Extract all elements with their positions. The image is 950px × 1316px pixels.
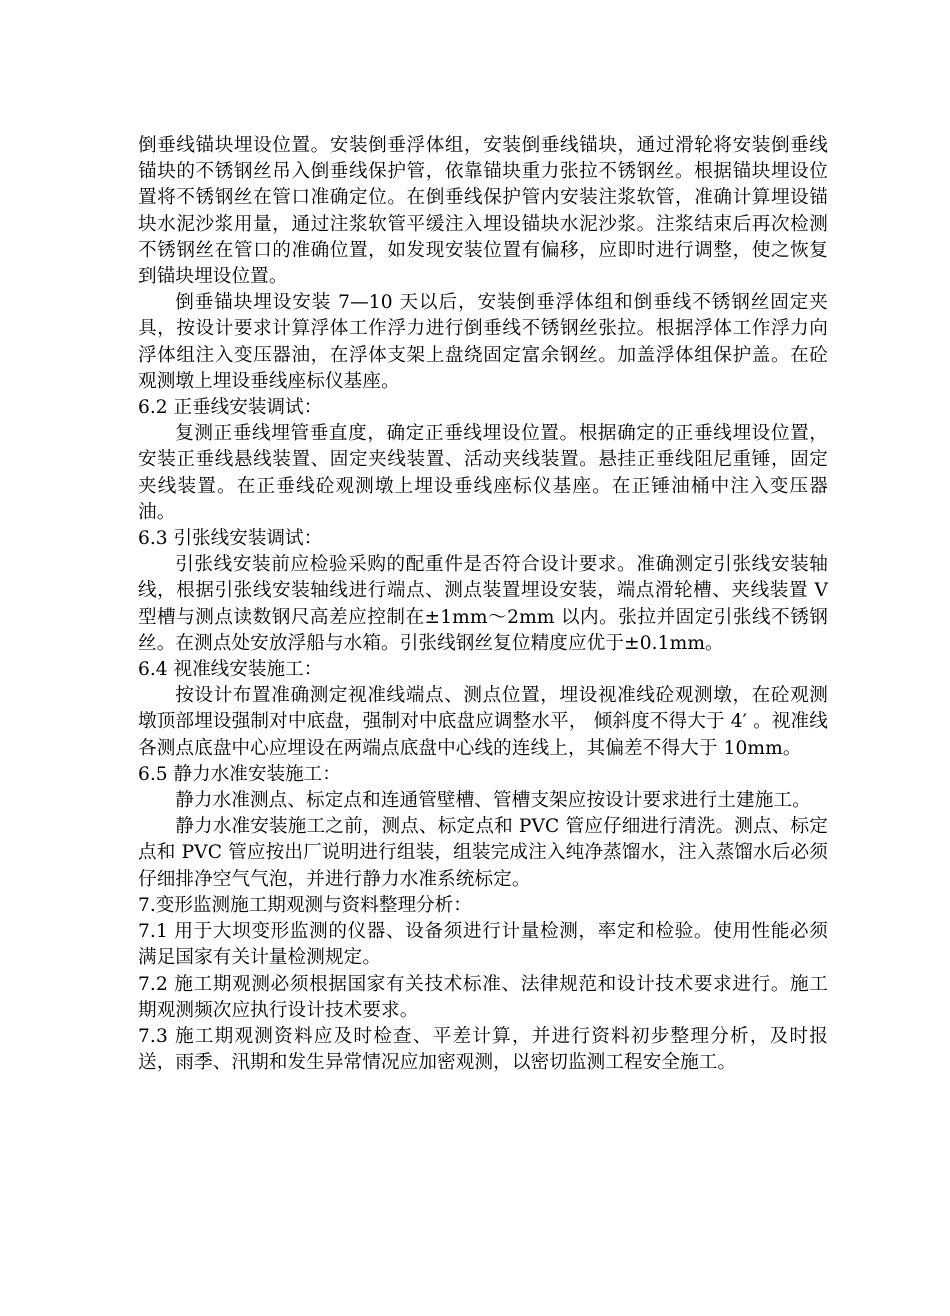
section-heading-6-2: 6.2 正垂线安装调试：: [138, 397, 323, 419]
paragraph-inverted-plumb-float: 倒垂锚块埋设安装 7—10 天以后，安装倒垂浮体组和倒垂线不锈钢丝固定夹具，按设计要求计算浮体工作浮力进行倒垂线不锈钢丝张拉。根据浮体工作浮力向浮体组注入变压器油，在浮体支架上盘绕固定富余钢丝。加盖浮体组保护盖。在砼观测墩上埋设垂线座标仪基座。: [138, 292, 828, 392]
paragraph-plumb-line-install: 复测正垂线埋管垂直度，确定正垂线埋设位置。根据确定的正垂线埋设位置，安装正垂线悬线装置、固定夹线装置、活动夹线装置。悬挂正垂线阻尼重锤，固定夹线装置。在正垂线砼观测墩上埋设垂线座标仪基座。在正锤油桶中注入变压器油。: [138, 423, 828, 523]
section-heading-6-3: 6.3 引张线安装调试：: [138, 528, 323, 550]
section-heading-7: 7.变形监测施工期观测与资料整理分析：: [138, 894, 472, 916]
document-page: [138, 133, 828, 1076]
section-heading-6-4: 6.4 视准线安装施工：: [138, 659, 323, 681]
paragraph-tension-wire-install: 引张线安装前应检验采购的配重件是否符合设计要求。准确测定引张线安装轴线，根据引张线安装轴线进行端点、测点装置埋设安装，端点滑轮槽、夹线装置 V 型槽与测点读数钢尺高差应控制在±1mm～2mm 以内。张拉并固定引张线不锈钢丝。在测点处安放浮船与水箱。引张线钢丝复位精度应优于±0.1mm。: [138, 554, 828, 654]
paragraph-7-2: 7.2 施工期观测必须根据国家有关技术标准、法律规范和设计技术要求进行。施工期观测频次应执行设计技术要求。: [138, 973, 828, 1021]
paragraph-hydrostatic-civil-works: 静力水准测点、标定点和连通管壁槽、管槽支架应按设计要求进行土建施工。: [175, 790, 811, 812]
paragraph-7-1: 7.1 用于大坝变形监测的仪器、设备须进行计量检测，率定和检验。使用性能必须满足国家有关计量检测规定。: [138, 921, 828, 969]
paragraph-7-3: 7.3 施工期观测资料应及时检查、平差计算，并进行资料初步整理分析，及时报送，雨季、汛期和发生异常情况应加密观测，以密切监测工程安全施工。: [138, 1025, 828, 1074]
paragraph-hydrostatic-cleaning: 静力水准安装施工之前，测点、标定点和 PVC 管应仔细进行清洗。测点、标定点和 PVC 管应按出厂说明进行组装，组装完成注入纯净蒸馏水，注入蒸馏水后必须仔细排净空气气泡，并进行静力水准系统标定。: [138, 816, 828, 890]
paragraph-collimation-line-install: 按设计布置准确测定视准线端点、测点位置，埋设视准线砼观测墩，在砼观测墩顶部埋设强制对中底盘，强制对中底盘应调整水平， 倾斜度不得大于 4′ 。视准线各测点底盘中心应埋设在两端点底盘中心线的连线上，其偏差不得大于 10mm。: [138, 685, 828, 759]
section-heading-6-5: 6.5 静力水准安装施工：: [138, 763, 341, 785]
paragraph-inverted-plumb-anchor: 倒垂线锚块埋设位置。安装倒垂浮体组，安装倒垂线锚块，通过滑轮将安装倒垂线锚块的不锈钢丝吊入倒垂线保护管，依靠锚块重力张拉不锈钢丝。根据锚块埋设位置将不锈钢丝在管口准确定位。在倒垂线保护管内安装注浆软管，准确计算埋设锚块水泥沙浆用量，通过注浆软管平缓注入埋设锚块水泥沙浆。注浆结束后再次检测不锈钢丝在管口的准确位置，如发现安装位置有偏移，应即时进行调整，使之恢复到锚块埋设位置。: [138, 135, 828, 288]
